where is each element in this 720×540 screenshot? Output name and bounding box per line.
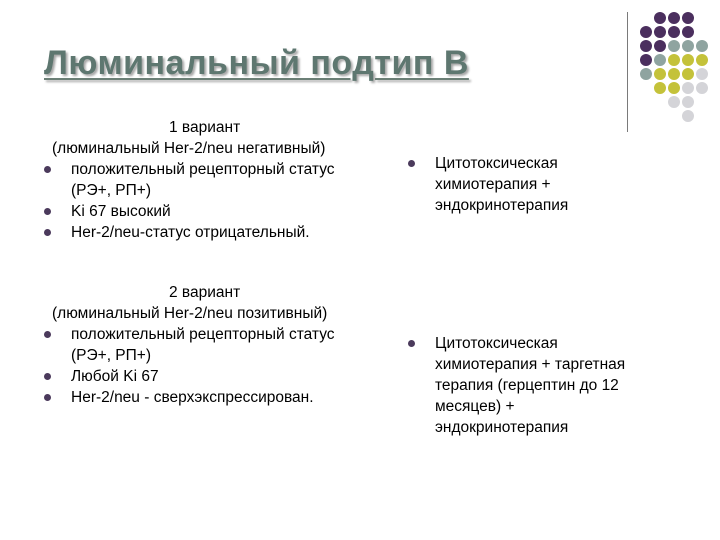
list-item — [408, 153, 708, 216]
variant-2-heading: 2 вариант — [169, 284, 241, 301]
decorative-dot — [654, 68, 666, 80]
decorative-dot — [668, 82, 680, 94]
decorative-dot — [696, 54, 708, 66]
decorative-dot — [696, 40, 708, 52]
decorative-dot — [682, 12, 694, 24]
list-item-text: Любой Ki 67 — [71, 368, 159, 385]
decorative-dot — [668, 26, 680, 38]
decorative-dot — [654, 40, 666, 52]
decorative-dot — [654, 12, 666, 24]
decorative-dot — [668, 96, 680, 108]
decorative-dot — [654, 54, 666, 66]
decorative-dot — [682, 40, 694, 52]
bullet-icon — [408, 340, 415, 347]
list-item — [44, 366, 404, 387]
list-item-text: положительный рецепторный статус — [71, 161, 335, 178]
list-item — [44, 324, 404, 366]
list-item — [44, 222, 404, 243]
list-item-text: Her-2/neu-статус отрицательный. — [71, 224, 310, 241]
decorative-dot — [668, 54, 680, 66]
bullet-icon — [44, 394, 51, 401]
bullet-icon — [408, 160, 415, 167]
decorative-dot — [696, 82, 708, 94]
decorative-dot — [668, 68, 680, 80]
bullet-icon — [44, 208, 51, 215]
list-item-text-cont: (РЭ+, РП+) — [71, 182, 151, 199]
list-item-text: положительный рецепторный статус — [71, 326, 335, 343]
list-item-text: Ki 67 высокий — [71, 203, 171, 220]
variant-2-subheading: (люминальный Her-2/neu позитивный) — [52, 305, 328, 322]
decorative-dot — [654, 82, 666, 94]
decorative-dot — [640, 54, 652, 66]
variant-1-subheading: (люминальный Her-2/neu негативный) — [52, 140, 326, 157]
list-item — [408, 333, 708, 438]
treatment-text: Цитотоксическая химиотерапия + эндокринотерапия — [435, 155, 569, 214]
variant-2-treatment — [408, 333, 708, 438]
decorative-dot — [696, 68, 708, 80]
decorative-dot — [640, 26, 652, 38]
variant-1-treatment — [408, 153, 708, 216]
bullet-icon — [44, 373, 51, 380]
decorative-dot — [682, 68, 694, 80]
decorative-dot — [682, 54, 694, 66]
list-item — [44, 159, 404, 201]
decorative-dot — [682, 82, 694, 94]
decorative-dot — [640, 68, 652, 80]
treatment-text: Цитотоксическая химиотерапия + таргетная терапия (герцептин до 12 месяцев) + эндокринотерапия — [435, 335, 626, 436]
variant-1-block — [44, 117, 404, 243]
decorative-dot — [682, 26, 694, 38]
slide-title: Люминальный подтип В — [44, 44, 469, 82]
bullet-icon — [44, 331, 51, 338]
list-item — [44, 387, 404, 408]
list-item-text: Her-2/neu - сверхэкспрессирован. — [71, 389, 314, 406]
bullet-icon — [44, 166, 51, 173]
variant-2-block — [44, 282, 404, 408]
decorative-dot — [640, 40, 652, 52]
decorative-dot — [654, 26, 666, 38]
variant-1-heading: 1 вариант — [169, 119, 241, 136]
decorative-dot — [668, 40, 680, 52]
list-item — [44, 201, 404, 222]
list-item-text-cont: (РЭ+, РП+) — [71, 347, 151, 364]
decorative-dot — [668, 12, 680, 24]
decorative-dots — [640, 12, 720, 122]
decorative-dot — [682, 110, 694, 122]
bullet-icon — [44, 229, 51, 236]
divider-line — [627, 12, 628, 132]
decorative-dot — [682, 96, 694, 108]
